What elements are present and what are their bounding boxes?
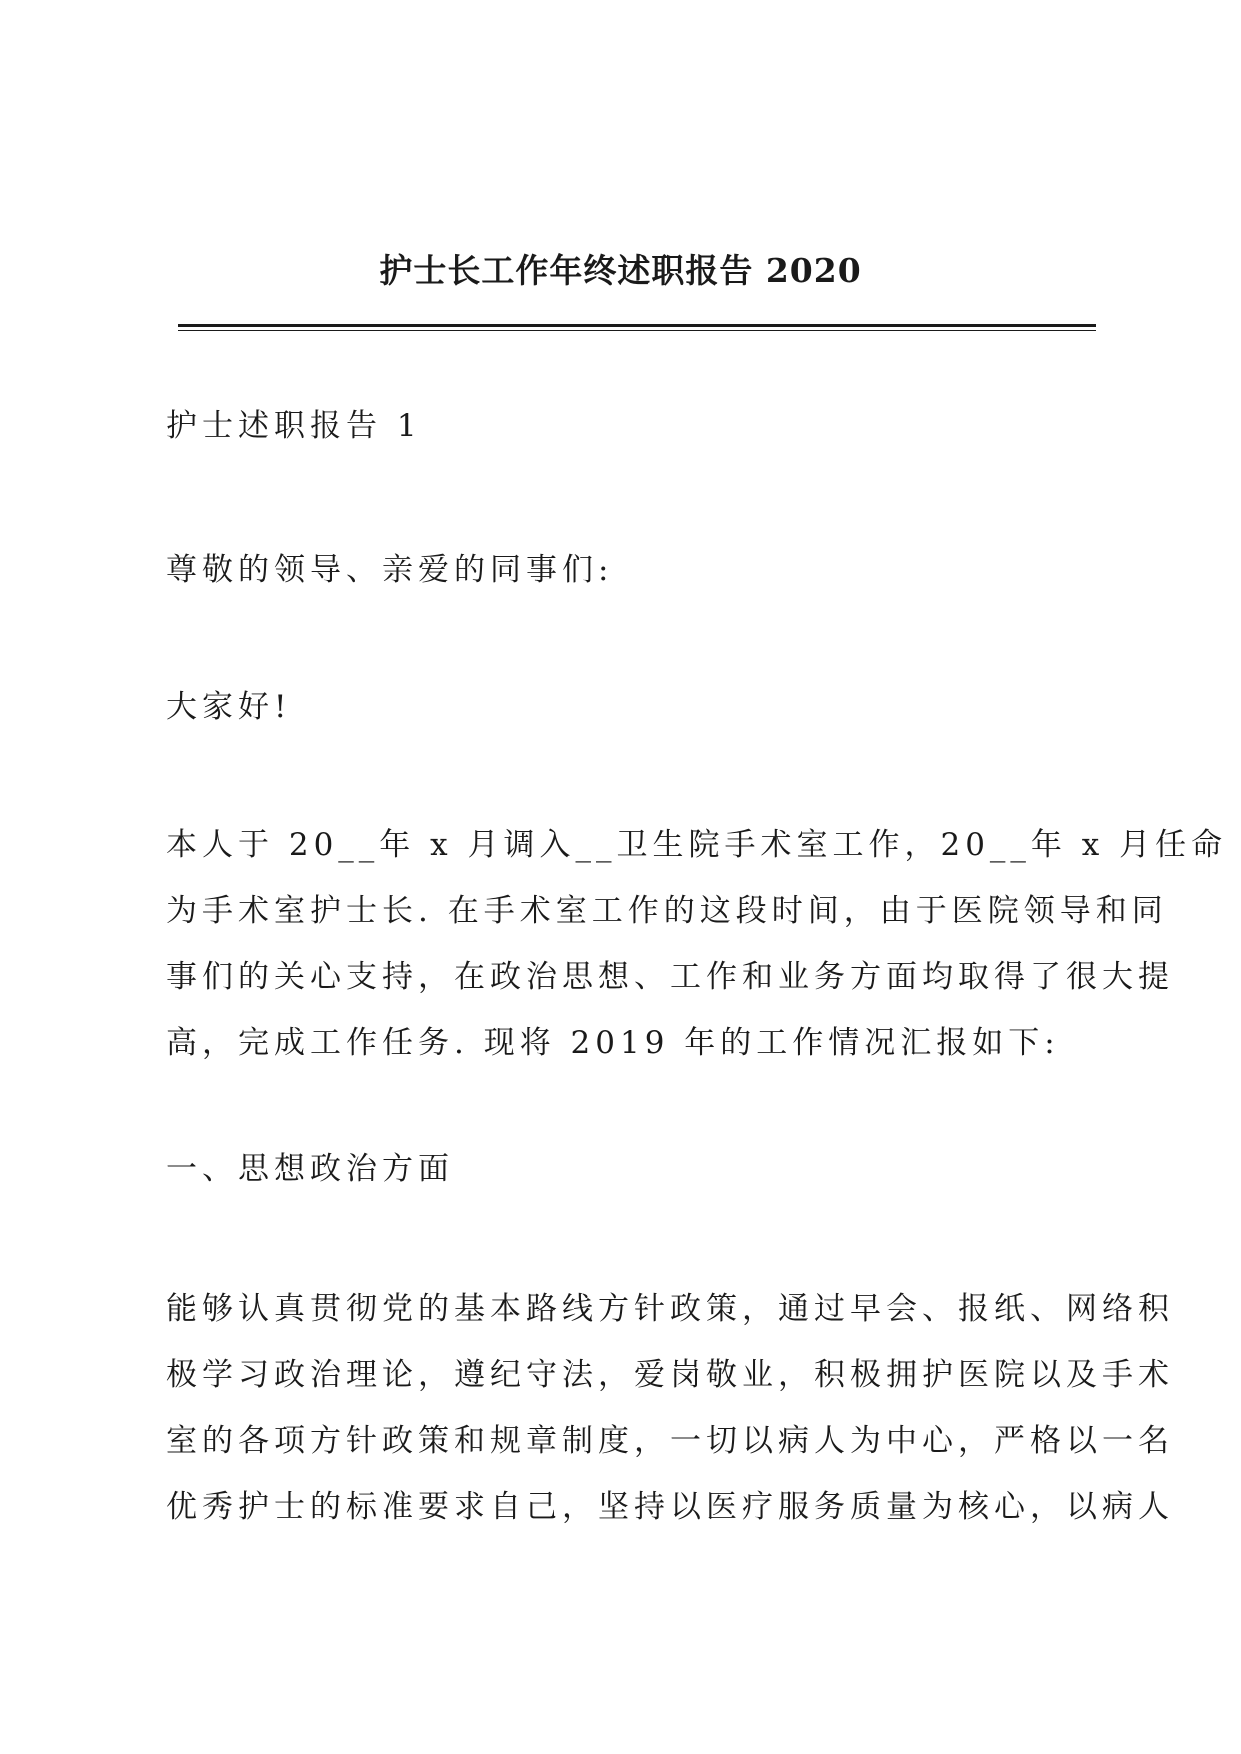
paragraph-line: 优秀护士的标准要求自己，坚持以医疗服务质量为核心，以病人 [166, 1489, 1174, 1525]
report-heading [166, 393, 1096, 459]
paragraph-line: 能够认真贯彻党的基本路线方针政策，通过早会、报纸、网络积 [166, 1291, 1174, 1327]
greeting-text: 大家好! [166, 689, 292, 725]
paragraph-line: 极学习政治理论，遵纪守法，爱岗敬业，积极拥护医院以及手术 [166, 1357, 1174, 1393]
document-title: 护士长工作年终述职报告 2020 [379, 251, 862, 290]
intro-paragraph [166, 812, 1228, 1076]
section-heading-text: 一、思想政治方面 [166, 1151, 454, 1187]
paragraph-line: 为手术室护士长. 在手术室工作的这段时间，由于医院领导和同 [166, 893, 1168, 929]
paragraph-line: 事们的关心支持，在政治思想、工作和业务方面均取得了很大提 [166, 959, 1174, 995]
paragraph-line: 室的各项方针政策和规章制度，一切以病人为中心，严格以一名 [166, 1423, 1174, 1459]
report-heading-text: 护士述职报告 1 [166, 408, 422, 444]
paragraph-line: 高，完成工作任务. 现将 2019 年的工作情况汇报如下: [166, 1025, 1060, 1061]
title-divider-thick [178, 324, 1096, 327]
greeting [166, 674, 1096, 740]
salutation [166, 537, 1096, 603]
section-heading [166, 1136, 1096, 1202]
salutation-text: 尊敬的领导、亲爱的同事们: [166, 552, 614, 588]
title-divider-thin [178, 330, 1096, 331]
paragraph-line: 本人于 20__年 x 月调入__卫生院手术室工作，20__年 x 月任命 [166, 827, 1228, 863]
section-paragraph [166, 1276, 1174, 1540]
